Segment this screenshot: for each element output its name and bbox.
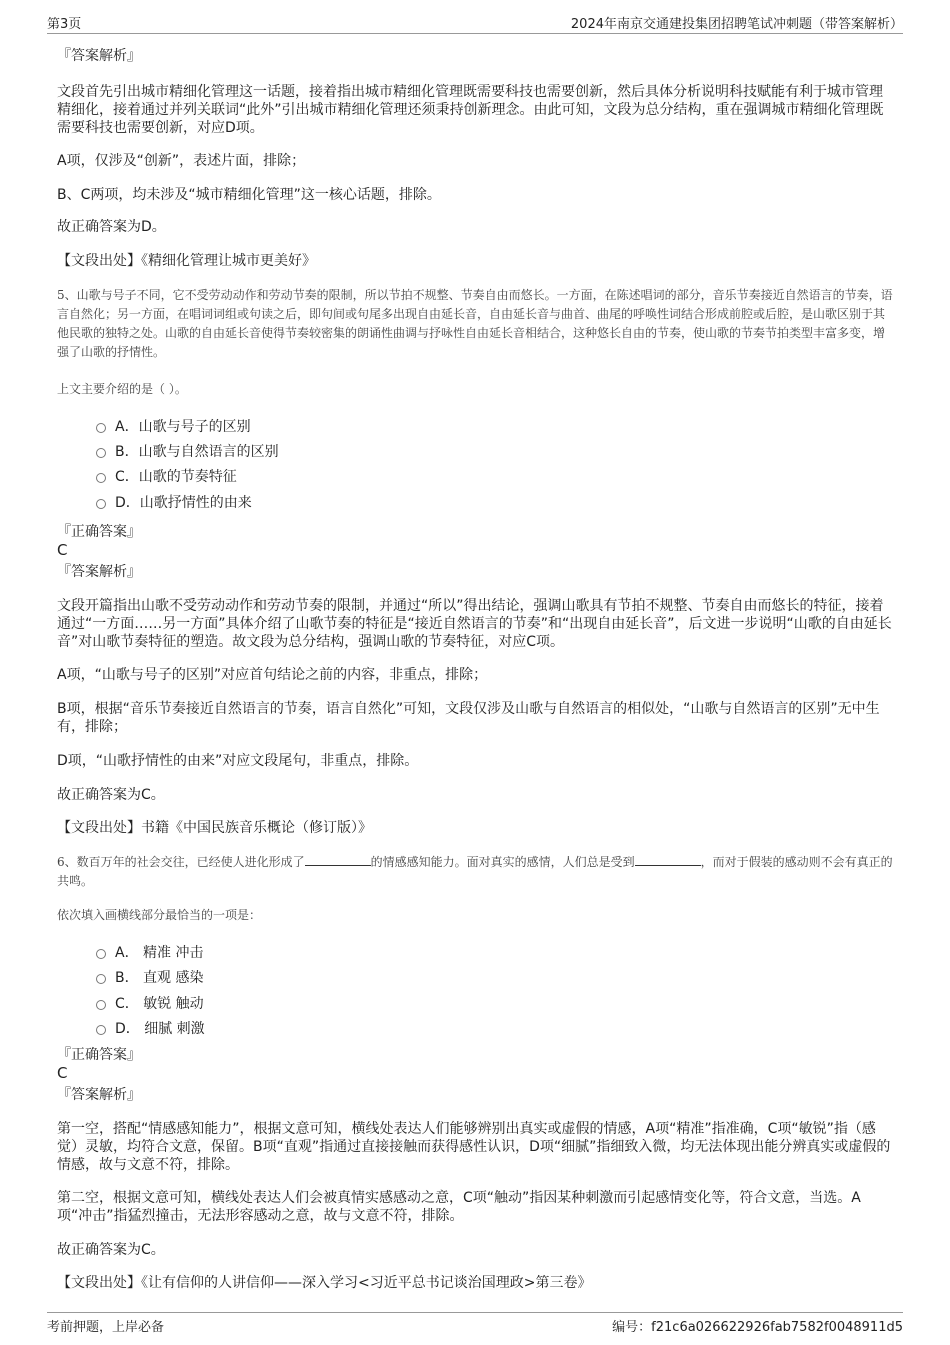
option-label: B． 直观 感染 <box>115 970 204 986</box>
option-label: A． 精准 冲击 <box>115 945 204 961</box>
q5-option-c[interactable] <box>96 468 237 486</box>
q6-correct-label: 『正确答案』 <box>57 1047 141 1063</box>
q5-analysis-paragraph-1: 文段开篇指出山歌不受劳动动作和劳动节奏的限制，并通过“所以”得出结论，强调山歌具有节拍不规整、节奏自由而悠长的特征，接着通过“一方面……另一方面”具体介绍了山歌节奏的特征是“接近自然语言的节奏”和“出现自由延长音”，后文进一步说明“山歌的自由延长音”对山歌节奏特征的塑造。故文段为总分结构，强调山歌的节奏特征，对应C项。 <box>57 598 892 650</box>
q5-correct-label: 『正确答案』 <box>57 524 141 540</box>
q6-correct-answer: C <box>57 1064 68 1082</box>
footer-slogan: 考前押题，上岸必备 <box>47 1320 165 1335</box>
q4-analysis-paragraph-3: B、C两项，均未涉及“城市精细化管理”这一核心话题，排除。 <box>57 187 441 203</box>
q4-analysis-paragraph-2: A项，仅涉及“创新”，表述片面，排除； <box>57 153 306 169</box>
option-label: D．山歌抒情性的由来 <box>115 495 252 511</box>
radio-icon[interactable] <box>96 473 106 483</box>
document-id: 编号：f21c6a026622926fab7582f0048911d5 <box>612 1320 903 1335</box>
q5-analysis-paragraph-4: D项，“山歌抒情性的由来”对应文段尾句，非重点，排除。 <box>57 753 419 769</box>
q6-source: 【文段出处】《让有信仰的人讲信仰——深入学习<习近平总书记谈治国理政>第三卷》 <box>57 1275 592 1291</box>
q6-lead: 依次填入画横线部分最恰当的一项是： <box>57 908 262 922</box>
q5-analysis-paragraph-5: 故正确答案为C。 <box>57 787 165 803</box>
option-label: C．山歌的节奏特征 <box>115 469 237 485</box>
q4-analysis-paragraph-4: 故正确答案为D。 <box>57 219 166 235</box>
option-label: B．山歌与自然语言的区别 <box>115 444 279 460</box>
page-number: 第3页 <box>47 17 82 32</box>
document-title: 2024年南京交通建投集团招聘笔试冲刺题（带答案解析） <box>570 17 903 32</box>
q4-source: 【文段出处】《精细化管理让城市更美好》 <box>57 253 316 269</box>
fill-blank-2 <box>635 853 701 866</box>
option-label: C． 敏锐 触动 <box>115 996 204 1012</box>
q4-analysis-paragraph-1: 文段首先引出城市精细化管理这一话题，接着指出城市精细化管理既需要科技也需要创新，然后具体分析说明科技赋能有利于城市管理精细化，接着通过并列关联词“此外”引出城市精细化管理还须秉持创新理念。由此可知，文段为总分结构，重在强调城市精细化管理既需要科技也需要创新，对应D项。 <box>57 84 884 136</box>
q6-stem-part-2: 的情感感知能力。面对真实的感情，人们总是受到 <box>370 855 635 869</box>
q5-lead: 上文主要介绍的是（ ）。 <box>57 382 187 396</box>
option-label: D． 细腻 刺激 <box>115 1021 205 1037</box>
radio-icon[interactable] <box>96 1025 106 1035</box>
q6-analysis-paragraph-2: 第二空，根据文意可知，横线处表达人们会被真情实感感动之意，C项“触动”指因某种刺激而引起感情变化等，符合文意，当选。A项“冲击”指猛烈撞击，无法形容感动之意，故与文意不符，排除。 <box>57 1190 861 1224</box>
q6-stem-part-3: ，而对于假装的感动则不会有真正的共鸣。 <box>57 855 893 888</box>
q6-option-b[interactable] <box>96 969 204 987</box>
q4-analysis-label: 『答案解析』 <box>57 48 141 64</box>
q5-option-b[interactable] <box>96 443 279 461</box>
q5-source: 【文段出处】书籍《中国民族音乐概论（修订版）》 <box>57 820 372 836</box>
q5-analysis-label: 『答案解析』 <box>57 564 141 580</box>
q5-option-d[interactable] <box>96 494 252 512</box>
q5-option-a[interactable] <box>96 418 251 436</box>
radio-icon[interactable] <box>96 423 106 433</box>
q6-option-a[interactable] <box>96 944 203 962</box>
q6-stem <box>57 853 893 891</box>
option-label: A．山歌与号子的区别 <box>115 419 251 435</box>
radio-icon[interactable] <box>96 974 106 984</box>
q6-analysis-paragraph-3: 故正确答案为C。 <box>57 1242 165 1258</box>
radio-icon[interactable] <box>96 1000 106 1010</box>
q6-option-d[interactable] <box>96 1020 205 1038</box>
radio-icon[interactable] <box>96 448 106 458</box>
radio-icon[interactable] <box>96 949 106 959</box>
q5-stem: 5、山歌与号子不同，它不受劳动动作和劳动节奏的限制，所以节拍不规整、节奏自由而悠长。一方面，在陈述唱词的部分，音乐节奏接近自然语言的节奏，语言自然化；另一方面，在唱词词组或句读之后，即句间或句尾多出现自由延长音，自由延长音与曲首、曲尾的呼唤性词结合形成前腔或后腔，是山歌区别于其他民歌的独特之处。山歌的自由延长音使得节奏较密集的朗诵性曲调与抒咏性自由延长音相结合，这种悠长自由的节奏，使山歌的节奏节拍类型丰富多变，增强了山歌的抒情性。 <box>57 288 893 359</box>
q6-option-c[interactable] <box>96 995 204 1013</box>
q6-analysis-paragraph-1: 第一空，搭配“情感感知能力”，根据文意可知，横线处表达人们能够辨别出真实或虚假的情感，A项“精准”指准确，C项“敏锐”指（感觉）灵敏，均符合文意，保留。B项“直观”指通过直接接触而获得感性认识，D项“细腻”指细致入微，均无法体现出能分辨真实或虚假的情感，故与文意不符，排除。 <box>57 1121 891 1173</box>
radio-icon[interactable] <box>96 499 106 509</box>
fill-blank-1 <box>305 853 371 866</box>
q5-analysis-paragraph-3: B项，根据“音乐节奏接近自然语言的节奏，语言自然化”可知，文段仅涉及山歌与自然语言的相似处，“山歌与自然语言的区别”无中生有，排除； <box>57 701 880 735</box>
page-footer <box>47 1312 903 1336</box>
q6-analysis-label: 『答案解析』 <box>57 1087 141 1103</box>
q6-stem-part-1: 6、数百万年的社会交往，已经使人进化形成了 <box>57 855 305 869</box>
q5-correct-answer: C <box>57 541 68 559</box>
q5-analysis-paragraph-2: A项，“山歌与号子的区别”对应首句结论之前的内容，非重点，排除； <box>57 667 488 683</box>
